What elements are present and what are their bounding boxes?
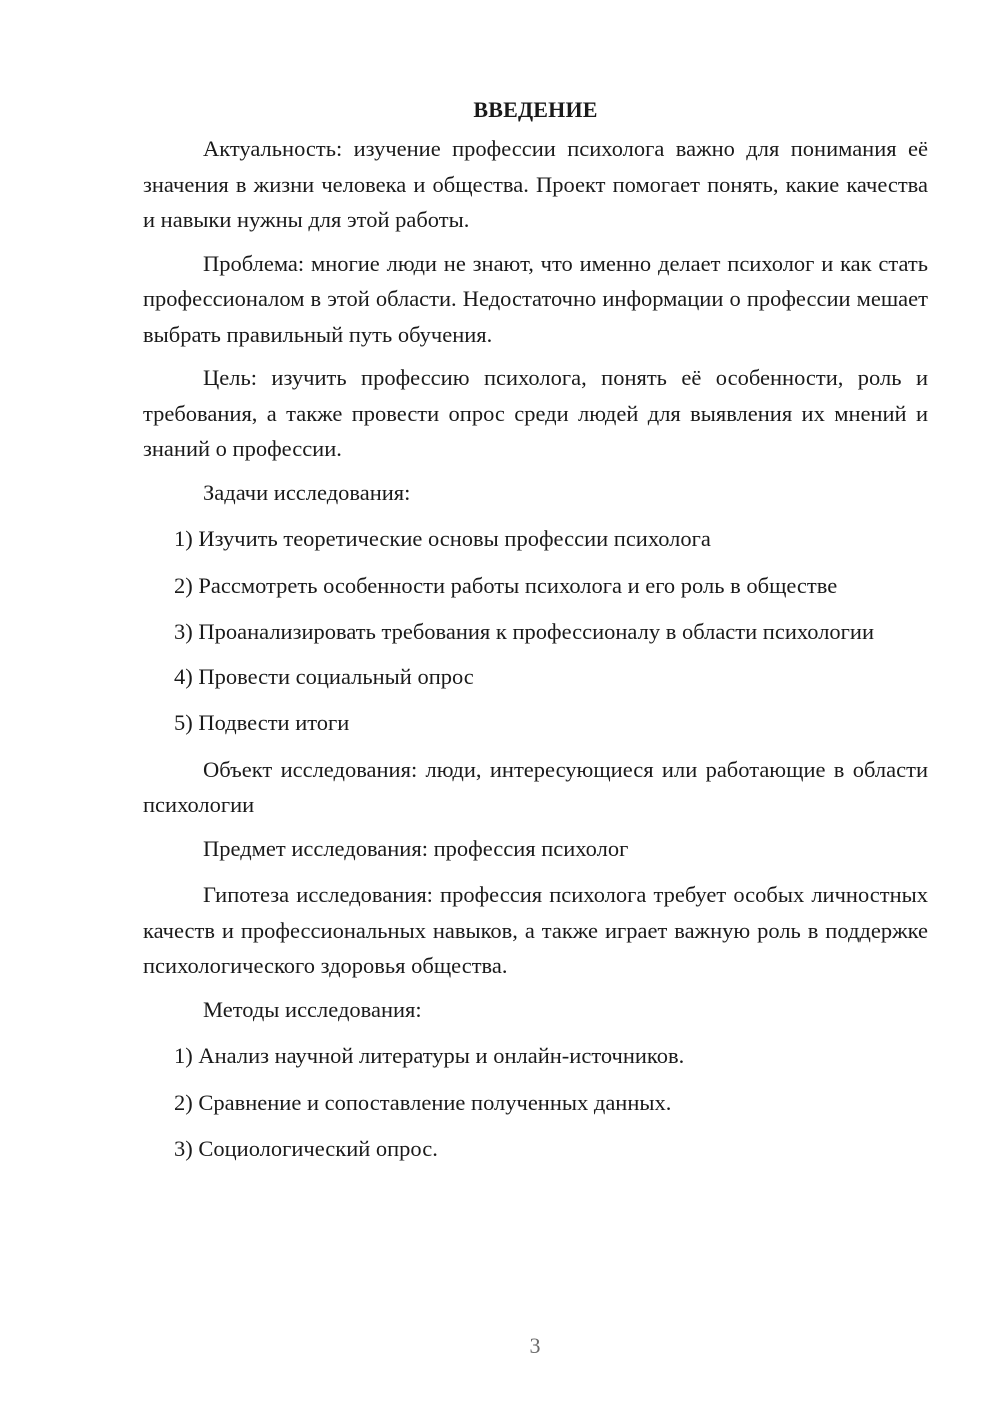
task-item: 3) Проанализировать требования к профессионалу в области психологии: [174, 619, 874, 644]
hypothesis-paragraph: Гипотеза исследования: профессия психолога требует особых личностных качеств и профессиональных навыков, а также играет важную роль в поддержке психологического здоровья общества.: [143, 882, 928, 978]
object-paragraph: Объект исследования: люди, интересующиеся или работающие в области психологии: [143, 756, 928, 817]
problem-paragraph: Проблема: многие люди не знают, что именно делает психолог и как стать профессионалом в этой области. Недостаточно информации о профессии мешает выбрать правильный путь обучения.: [143, 250, 928, 347]
section-title: ВВЕДЕНИЕ: [473, 97, 598, 122]
goal-paragraph: Цель: изучить профессию психолога, понять её особенности, роль и требования, а также провести опрос среди людей для выявления их мнений и знаний о профессии.: [143, 365, 928, 461]
relevance-paragraph: Актуальность: изучение профессии психолога важно для понимания её значения в жизни человека и общества. Проект помогает понять, какие качества и навыки нужны для этой работы.: [143, 136, 928, 232]
page-content: [143, 95, 928, 1178]
page-number: 3: [529, 1333, 541, 1358]
method-item: 3) Социологический опрос.: [174, 1136, 438, 1161]
task-item: 5) Подвести итоги: [174, 710, 350, 735]
subject-paragraph: Предмет исследования: профессия психолог: [203, 835, 629, 861]
methods-heading: Методы исследования:: [203, 996, 422, 1022]
task-item: 1) Изучить теоретические основы профессии психолога: [174, 526, 711, 551]
method-item: 1) Анализ научной литературы и онлайн-источников.: [174, 1043, 685, 1068]
task-item: 4) Провести социальный опрос: [174, 663, 474, 689]
method-item: 2) Сравнение и сопоставление полученных данных.: [174, 1089, 672, 1115]
task-item: 2) Рассмотреть особенности работы психолога и его роль в обществе: [174, 572, 838, 598]
tasks-heading: Задачи исследования:: [203, 479, 411, 505]
